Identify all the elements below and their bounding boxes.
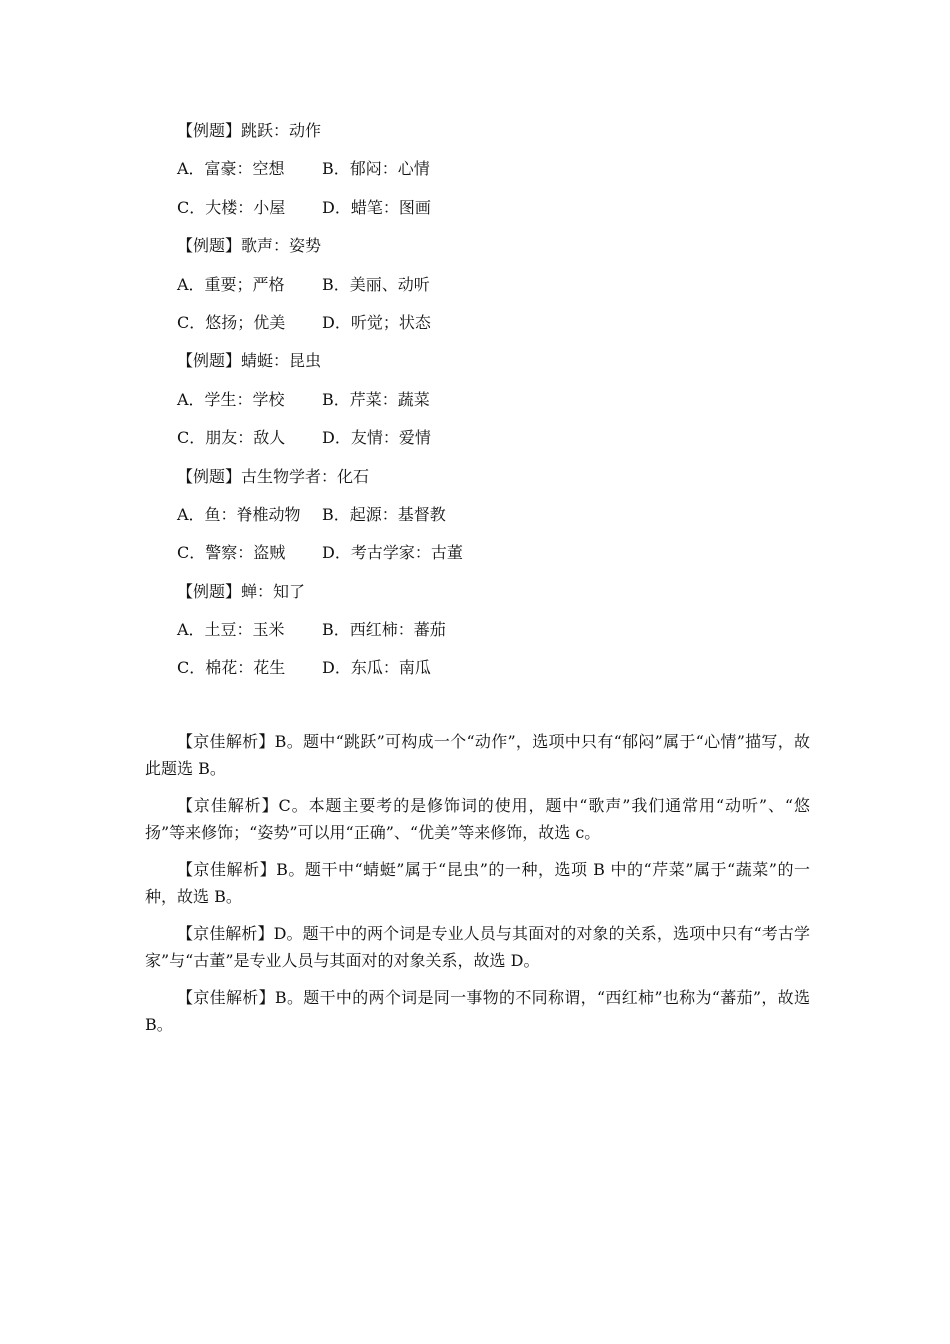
option-row <box>177 540 777 578</box>
option-row <box>177 387 777 425</box>
analysis-paragraph: 【京佳解析】B。题干中的两个词是同一事物的不同称谓，“西红柿”也称为“蕃茄”，故选 B。 <box>145 988 810 1034</box>
option-c: C．棉花：花生 <box>177 658 286 678</box>
option-b: B．西红柿：蕃茄 <box>322 620 446 640</box>
option-row <box>177 655 777 693</box>
question-stem: 【例题】蜻蜓：昆虫 <box>177 351 322 371</box>
option-d: D．考古学家：古董 <box>322 543 463 563</box>
analysis-section <box>145 728 810 1048</box>
option-b: B．郁闷：心情 <box>322 159 430 179</box>
option-d: D．蜡笔：图画 <box>322 197 431 217</box>
option-a: A．鱼：脊椎动物 <box>177 504 301 524</box>
option-a: A．重要；严格 <box>177 274 285 294</box>
option-a: A．学生：学校 <box>177 389 285 409</box>
question-stem: 【例题】古生物学者：化石 <box>177 466 370 486</box>
question-list <box>177 118 777 694</box>
option-b: B．起源：基督教 <box>322 504 446 524</box>
option-row <box>177 272 777 310</box>
analysis-paragraph: 【京佳解析】D。题干中的两个词是专业人员与其面对的对象的关系，选项中只有“考古学家”与“古董”是专业人员与其面对的对象关系，故选 D。 <box>145 924 810 970</box>
option-a: A．土豆：玉米 <box>177 620 285 640</box>
option-d: D．东瓜：南瓜 <box>322 658 431 678</box>
question-block <box>177 118 777 233</box>
question-stem: 【例题】歌声：姿势 <box>177 236 322 256</box>
option-row <box>177 156 777 194</box>
option-row <box>177 425 777 463</box>
option-b: B．美丽、动听 <box>322 274 430 294</box>
option-c: C．大楼：小屋 <box>177 197 286 217</box>
option-row <box>177 310 777 348</box>
question-block <box>177 464 777 579</box>
option-row <box>177 502 777 540</box>
question-block <box>177 579 777 694</box>
option-row <box>177 617 777 655</box>
option-c: C．朋友：敌人 <box>177 428 286 448</box>
option-c: C．警察：盗贼 <box>177 543 286 563</box>
question-stem: 【例题】跳跃：动作 <box>177 121 322 140</box>
analysis-paragraph: 【京佳解析】C。本题主要考的是修饰词的使用，题中“歌声”我们通常用“动听”、“悠扬”等来修饰；“姿势”可以用“正确”、“优美”等来修饰，故选 c。 <box>145 796 810 842</box>
analysis-paragraph: 【京佳解析】B。题中“跳跃”可构成一个“动作”，选项中只有“郁闷”属于“心情”描写，故此题选 B。 <box>145 732 810 778</box>
option-b: B．芹菜：蔬菜 <box>322 389 430 409</box>
option-c: C．悠扬；优美 <box>177 312 286 332</box>
option-d: D．友情：爱情 <box>322 428 431 448</box>
question-block <box>177 348 777 463</box>
question-stem: 【例题】蝉：知了 <box>177 581 306 601</box>
question-block <box>177 233 777 348</box>
analysis-paragraph: 【京佳解析】B。题干中“蜻蜓”属于“昆虫”的一种，选项 B 中的“芹菜”属于“蔬菜”的一种，故选 B。 <box>145 860 810 906</box>
option-d: D．听觉；状态 <box>322 312 431 332</box>
option-row <box>177 195 777 233</box>
option-a: A．富豪：空想 <box>177 159 285 179</box>
